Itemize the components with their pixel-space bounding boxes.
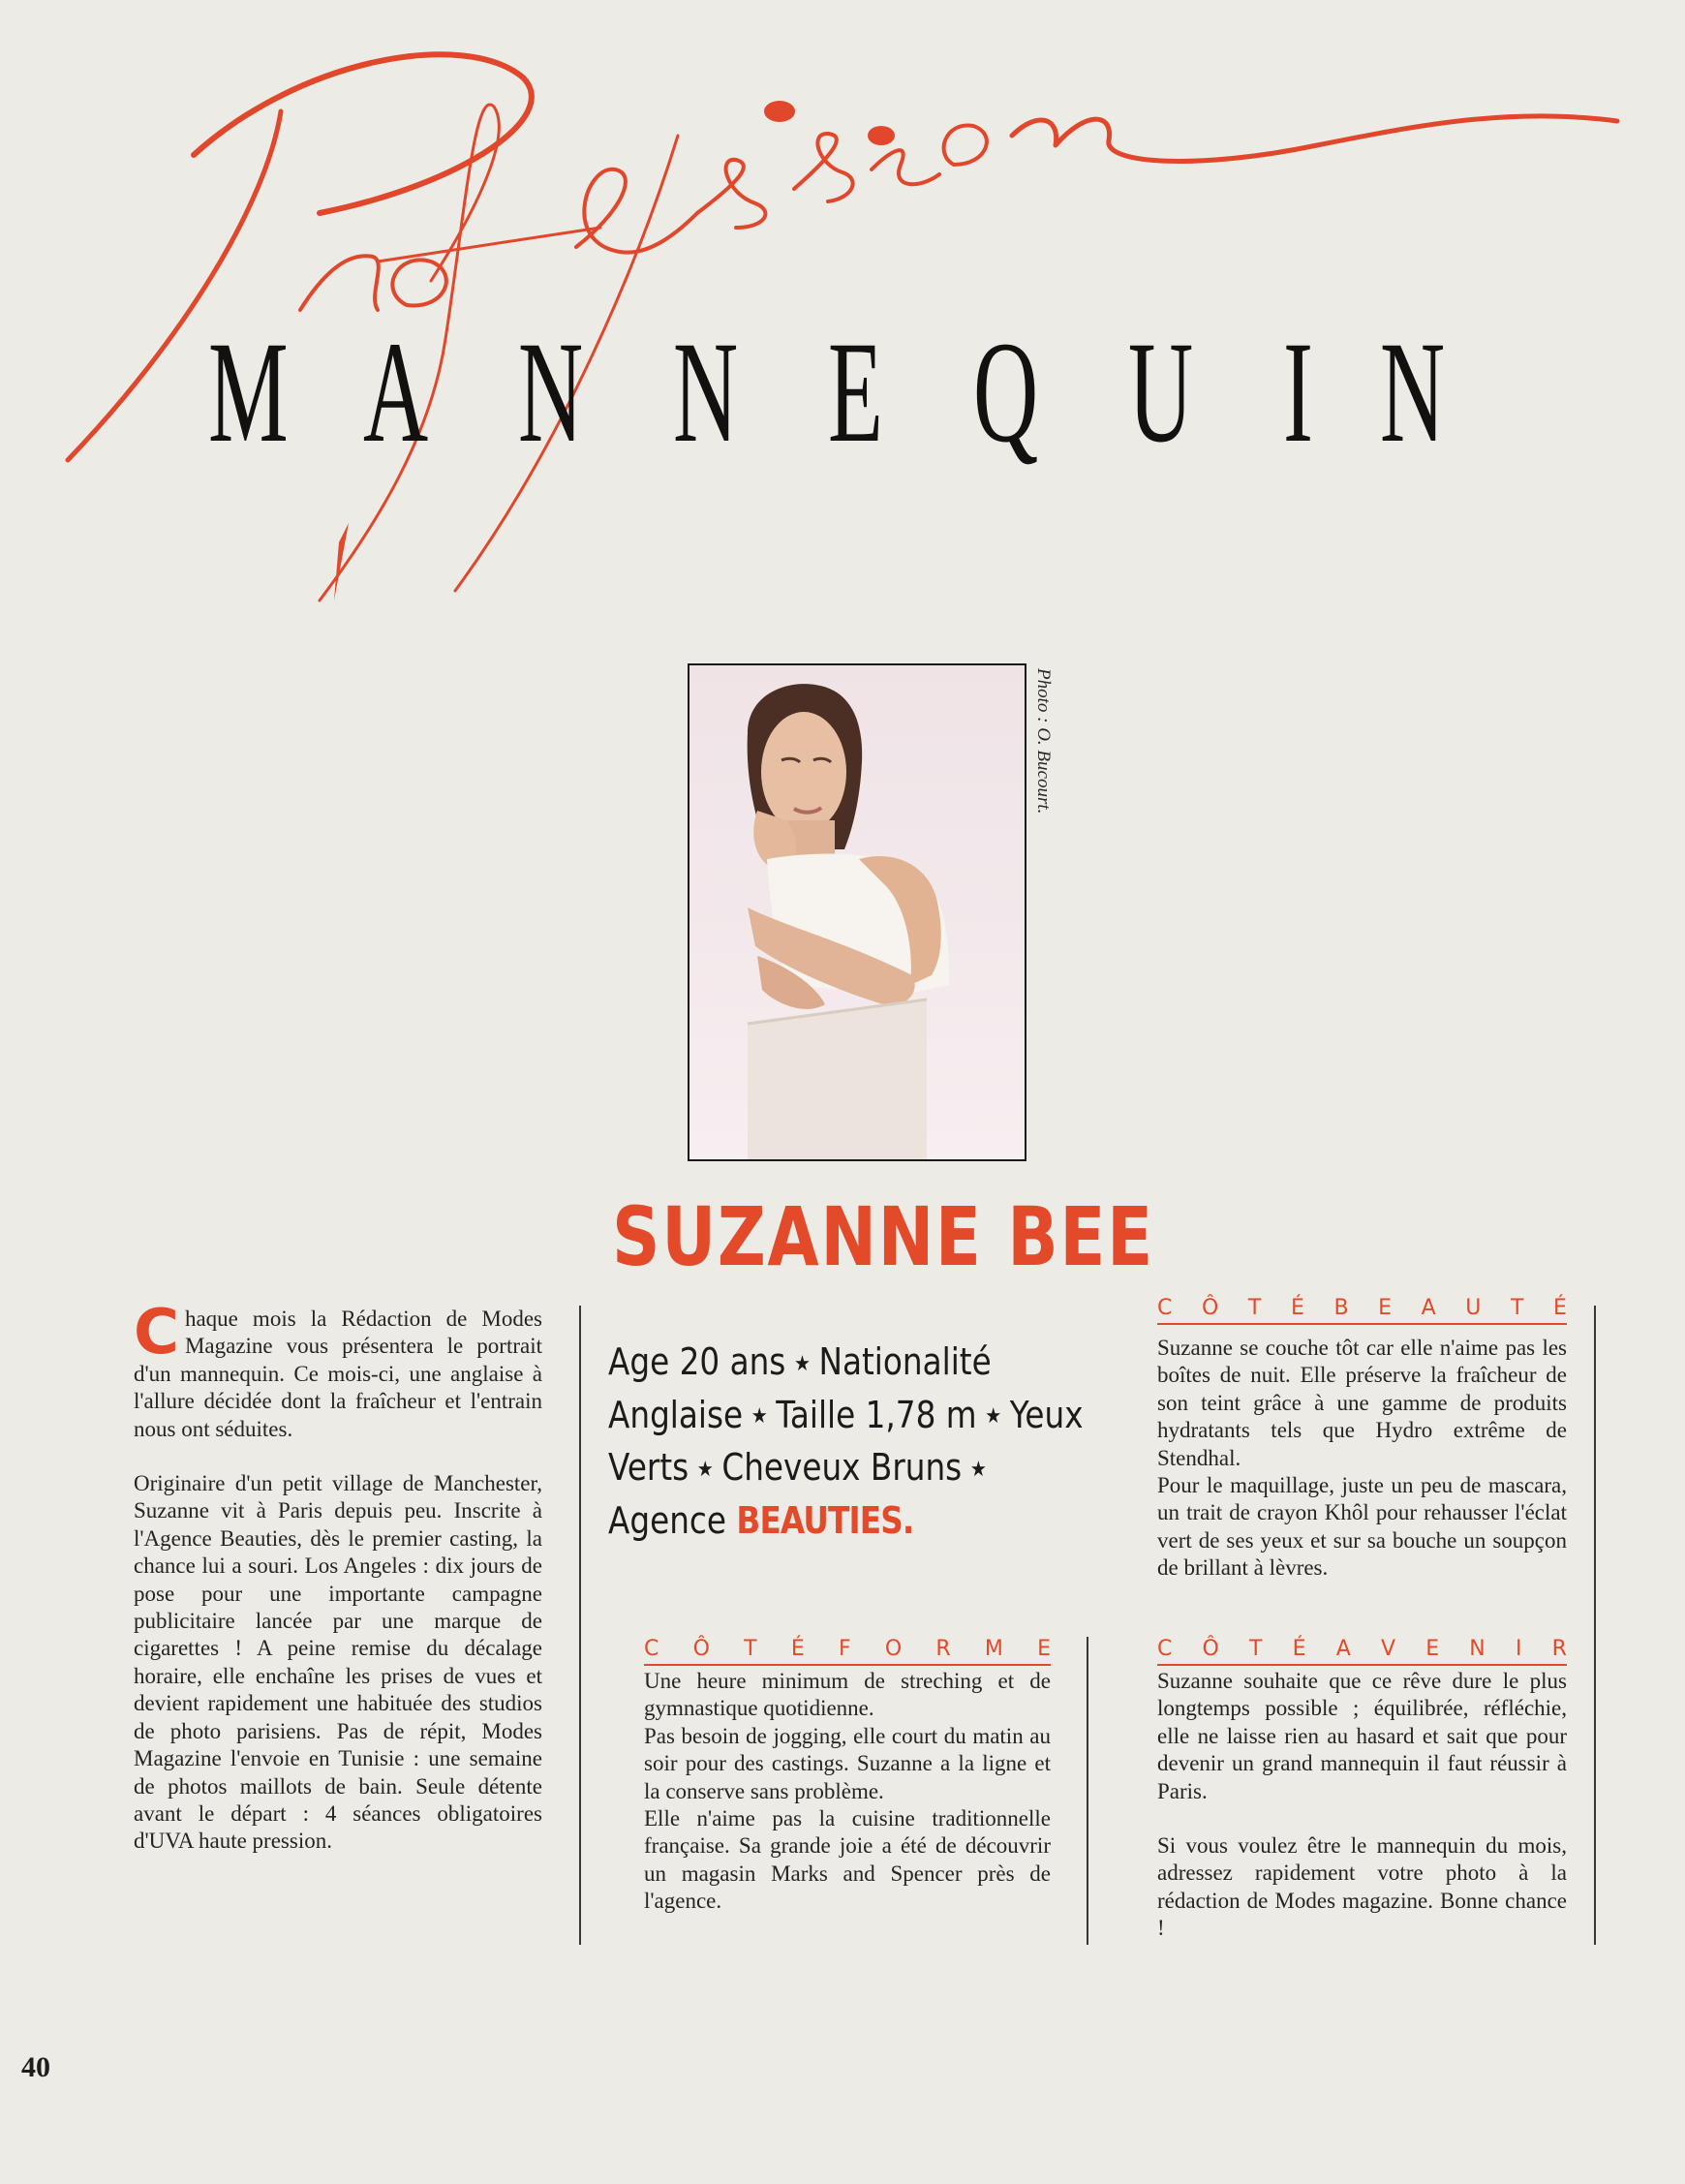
title-letter: N xyxy=(1380,312,1446,473)
title-letter: M xyxy=(208,312,289,473)
photo-credit: Photo : O. Bucourt. xyxy=(1033,668,1054,815)
stat-eyes-value: Verts xyxy=(608,1446,689,1489)
column-divider xyxy=(1087,1637,1088,1945)
heading-letter: C xyxy=(1157,1296,1173,1320)
avenir-paragraph: Si vous voulez être le mannequin du mois, adressez rapidement votre photo à la rédaction de Modes magazine. Bonne chance ! xyxy=(1157,1833,1567,1941)
model-portrait-photo xyxy=(688,663,1026,1161)
column-divider xyxy=(1594,1306,1596,1945)
forme-paragraph: Une heure minimum de streching et de gymnastique quotidienne. xyxy=(644,1669,1051,1721)
heading-letter: M xyxy=(984,1637,1003,1661)
heading-letter: Ô xyxy=(1201,1296,1219,1320)
heading-letter: T xyxy=(744,1637,757,1661)
heading-letter: T xyxy=(1249,1637,1263,1661)
heading-letter: R xyxy=(935,1637,951,1661)
title-letter: N xyxy=(673,312,739,473)
heading-letter: N xyxy=(1469,1637,1486,1661)
column-divider xyxy=(579,1306,581,1945)
star-separator: ★ xyxy=(793,1351,811,1376)
heading-letter: É xyxy=(790,1637,805,1661)
heading-letter: É xyxy=(1290,1296,1304,1320)
heading-letter: A xyxy=(1335,1637,1351,1661)
star-separator: ★ xyxy=(696,1457,714,1482)
drop-cap: C xyxy=(134,1297,179,1369)
stat-hair: Cheveux Bruns xyxy=(721,1446,963,1489)
section-heading-avenir xyxy=(1157,1637,1567,1666)
heading-letter: U xyxy=(1465,1296,1482,1320)
beaute-paragraph: Suzanne se couche tôt car elle n'aime pas les boîtes de nuit. Elle préserve la fraîcheur de son teint grâce à une gamme de produits hydratants tels que Hydro extrême de Stendhal. xyxy=(1157,1336,1567,1470)
intro-paragraph xyxy=(134,1251,542,1443)
forme-column xyxy=(644,1668,1051,1916)
heading-letter: F xyxy=(838,1637,851,1661)
title-letter: Q xyxy=(973,312,1039,473)
mannequin-title xyxy=(208,312,1467,484)
stat-height: Taille 1,78 m xyxy=(776,1393,977,1436)
heading-letter: R xyxy=(1551,1637,1567,1661)
stat-agency-label: Agence xyxy=(608,1498,726,1542)
title-letter: N xyxy=(518,312,584,473)
stat-agency-period: . xyxy=(902,1498,914,1542)
forme-paragraph: Elle n'aime pas la cuisine traditionnelle française. Sa grande joie a été de découvrir un magasin Marks and Spencer près de l'agence. xyxy=(644,1806,1051,1914)
intro-column xyxy=(134,1251,542,1883)
title-letter: U xyxy=(1128,312,1194,473)
heading-letter: É xyxy=(1553,1296,1567,1320)
heading-letter: T xyxy=(1510,1296,1524,1320)
avenir-column xyxy=(1157,1668,1567,1970)
star-separator: ★ xyxy=(751,1404,768,1429)
heading-letter: E xyxy=(1425,1637,1440,1661)
beaute-paragraph: Pour le maquillage, juste un peu de mascara, un trait de crayon Khôl pour rehausser l'éclat vert de ses yeux et sur sa bouche un soupçon de brillant à lèvres. xyxy=(1157,1473,1567,1581)
stat-agency-value: BEAUTIES xyxy=(736,1498,903,1542)
stat-nationality-label: Nationalité xyxy=(818,1340,992,1383)
heading-letter: V xyxy=(1380,1637,1396,1661)
stat-age: Age 20 ans xyxy=(608,1340,786,1383)
intro-text: haque mois la Rédaction de Modes Magazine vous présentera le portrait d'un mannequin. Ce mois-ci, une anglaise à l'allure décidée dont la fraîcheur et l'entrain nous ont séduites. xyxy=(134,1307,542,1441)
heading-letter: C xyxy=(1157,1637,1173,1661)
heading-letter: E xyxy=(1037,1637,1051,1661)
heading-letter: I xyxy=(1515,1637,1522,1661)
model-stats xyxy=(608,1337,1091,1546)
title-letter: E xyxy=(828,312,883,473)
stat-eyes-label: Yeux xyxy=(1009,1393,1084,1436)
heading-letter: O xyxy=(884,1637,903,1661)
section-heading-forme xyxy=(644,1637,1051,1666)
heading-letter: Ô xyxy=(1202,1637,1219,1661)
star-separator: ★ xyxy=(985,1404,1002,1429)
heading-letter: E xyxy=(1378,1296,1393,1320)
heading-letter: B xyxy=(1333,1296,1349,1320)
heading-letter: C xyxy=(644,1637,659,1661)
title-letter: A xyxy=(363,312,429,473)
avenir-paragraph: Suzanne souhaite que ce rêve dure le plus longtemps possible ; équilibrée, réfléchie, elle ne laisse rien au hasard et sait que pour devenir un grand mannequin il faut réussir à Paris. xyxy=(1157,1669,1567,1803)
intro-paragraph-2: Originaire d'un petit village de Manchester, Suzanne vit à Paris depuis peu. Inscrite à l'Agence Beauties, dès le premier casting, la chance lui a souri. Los Angeles : dix jours de pose pour une importante campagne publicitaire lancée par une marque de cigarettes ! A peine remise du décalage horaire, elle enchaîne les prises de vues et devient rapidement une habituée des studios de photo parisiens. Pas de répit, Modes Magazine l'envoie en Tunisie : une semaine de photos maillots de bain. Seule détente avant le départ : 4 séances obligatoires d'UVA haute pression. xyxy=(134,1471,542,1854)
model-name: SUZANNE BEE xyxy=(612,1189,1154,1284)
heading-letter: É xyxy=(1292,1637,1306,1661)
heading-letter: Ô xyxy=(692,1637,710,1661)
beaute-column xyxy=(1157,1335,1567,1583)
page-number: 40 xyxy=(21,2051,50,2083)
title-letter: I xyxy=(1283,312,1313,473)
heading-letter: A xyxy=(1421,1296,1436,1320)
stat-nationality-value: Anglaise xyxy=(608,1393,744,1436)
star-separator: ★ xyxy=(969,1457,987,1482)
forme-paragraph: Pas besoin de jogging, elle court du matin au soir pour des castings. Suzanne a la ligne et la conserve sans problème. xyxy=(644,1723,1051,1803)
section-heading-beaute xyxy=(1157,1296,1567,1325)
heading-letter: T xyxy=(1247,1296,1262,1320)
